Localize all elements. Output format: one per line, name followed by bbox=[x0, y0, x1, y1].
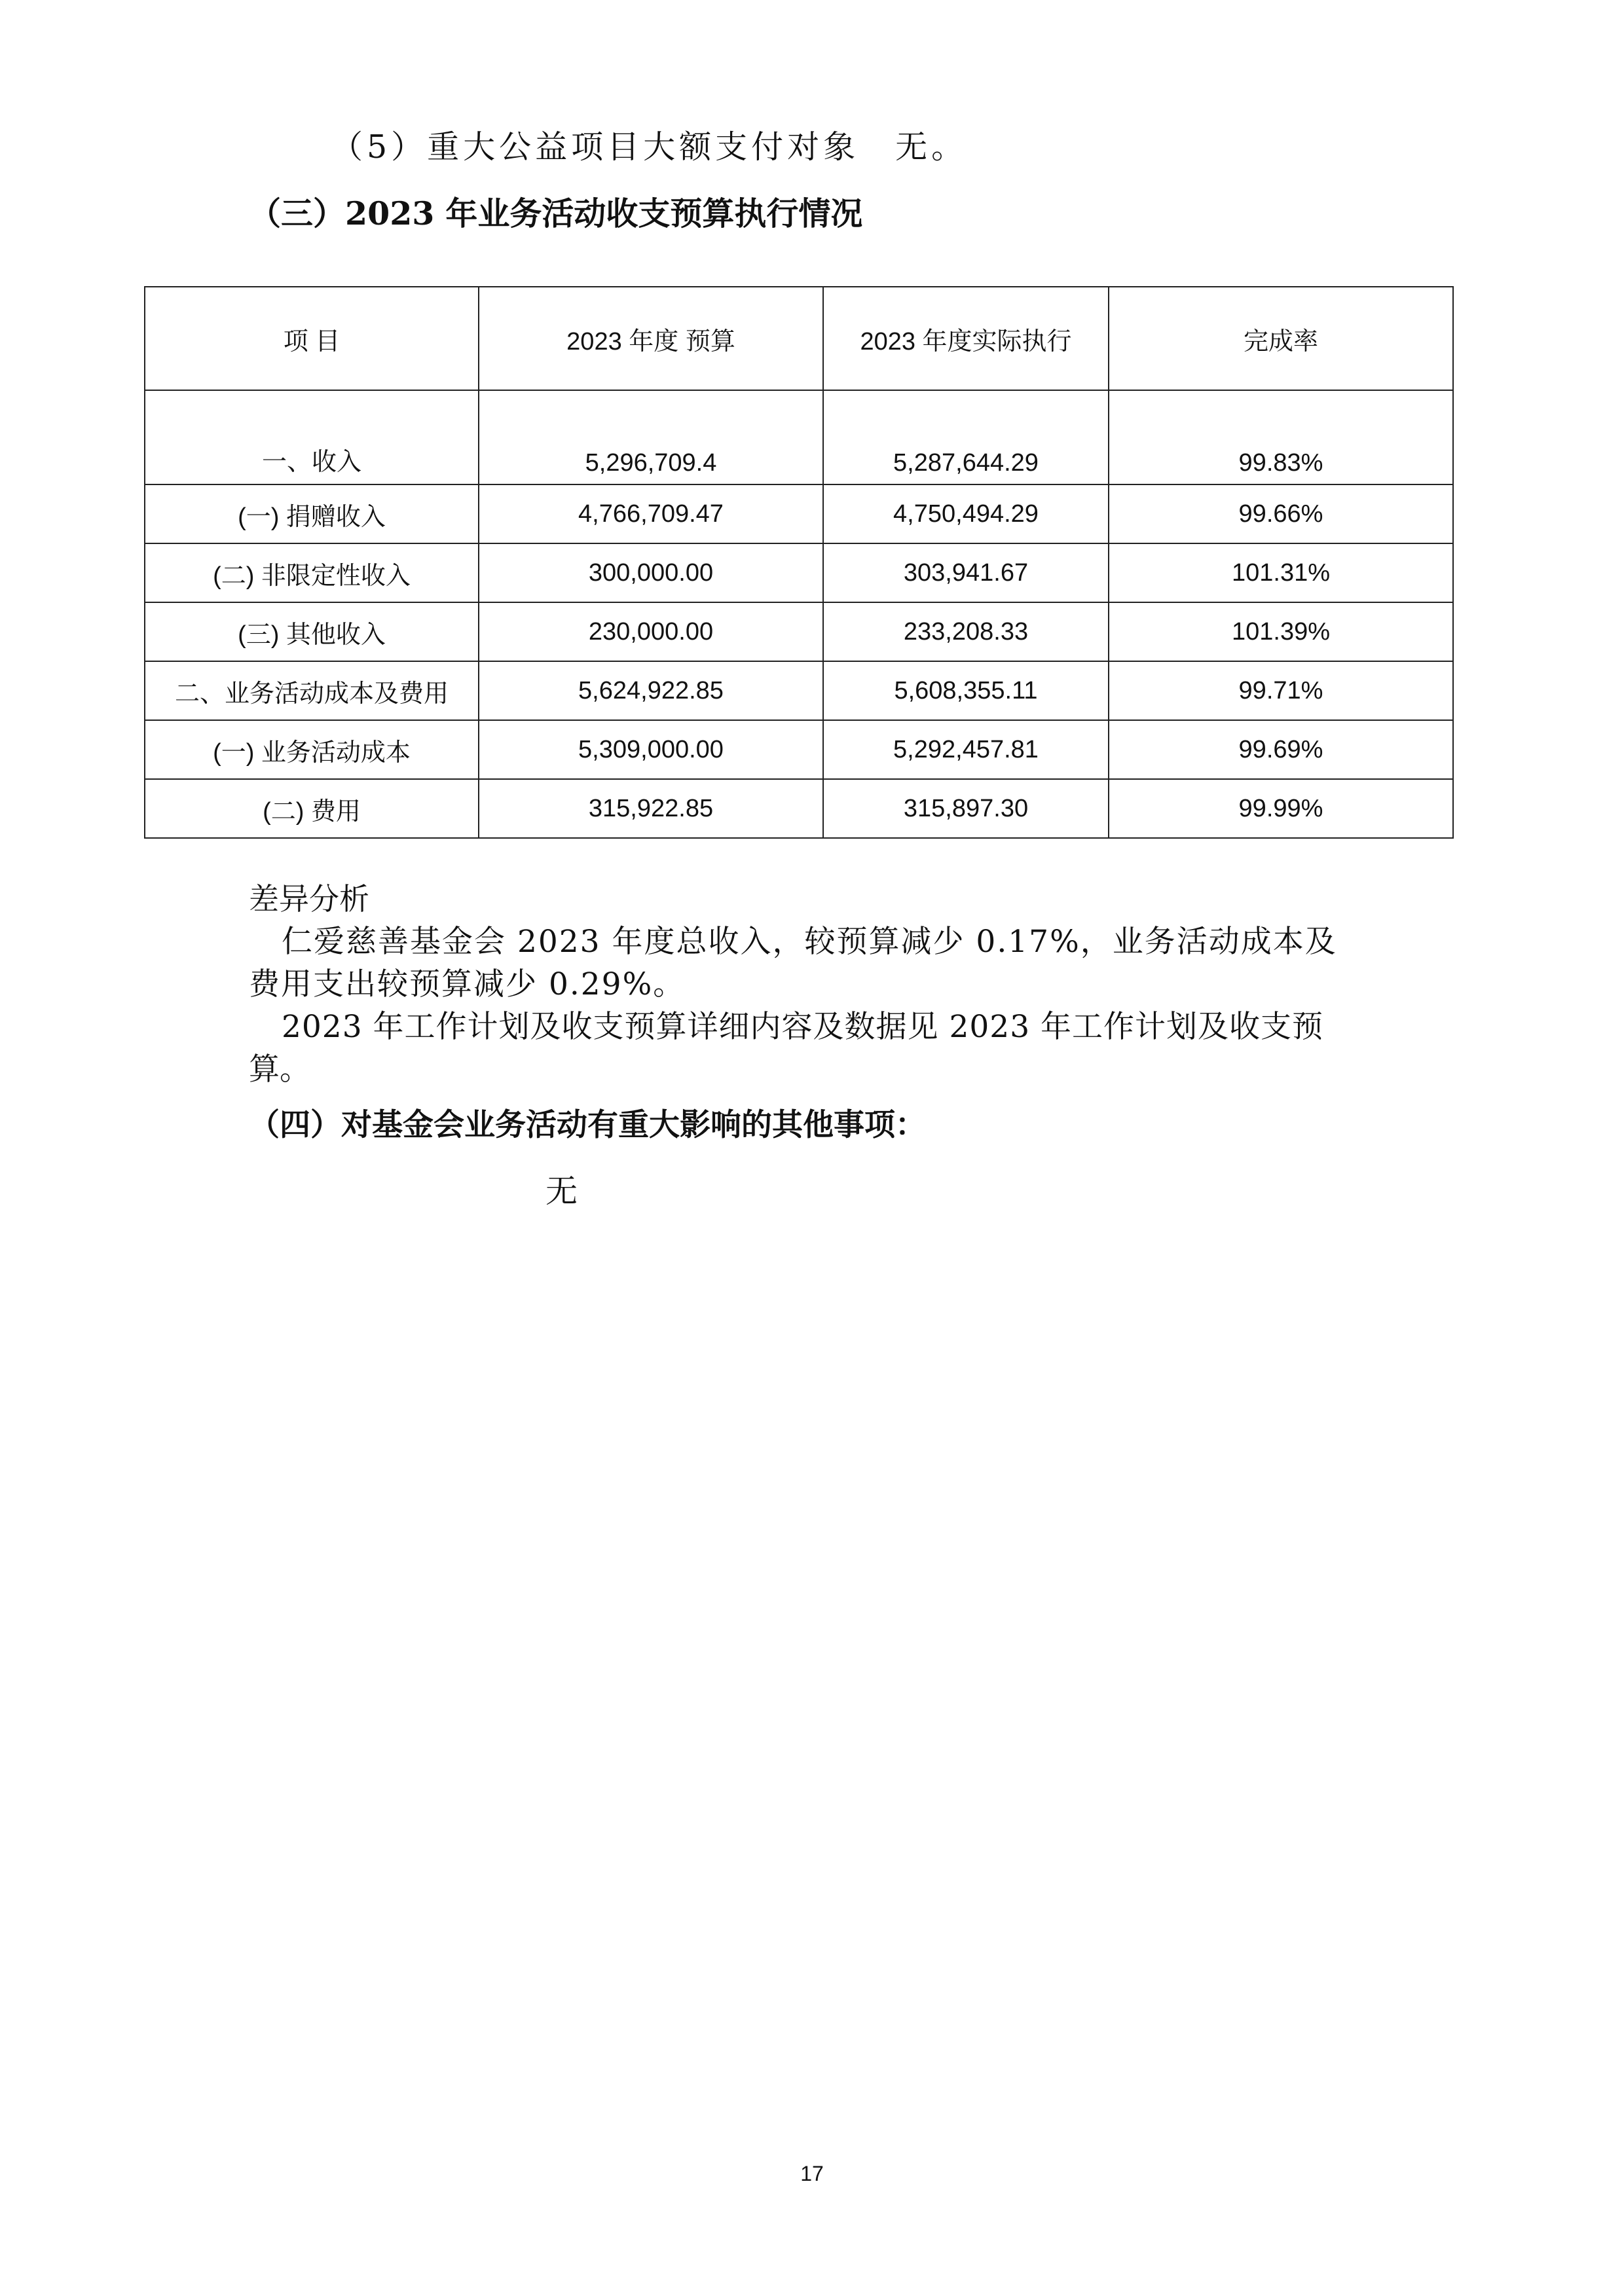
variance-analysis-title: 差异分析 bbox=[249, 881, 369, 917]
row-rate: 101.31% bbox=[1109, 543, 1453, 602]
row-budget: 5,296,709.4 bbox=[479, 390, 823, 484]
table-header-row bbox=[145, 287, 1453, 390]
row-budget: 230,000.00 bbox=[479, 602, 823, 661]
row-item: 二、业务活动成本及费用 bbox=[145, 661, 479, 720]
row-rate: 99.69% bbox=[1109, 720, 1453, 779]
row-item: (一) 捐赠收入 bbox=[145, 484, 479, 543]
row-actual: 5,292,457.81 bbox=[823, 720, 1109, 779]
row-actual: 5,287,644.29 bbox=[823, 390, 1109, 484]
variance-analysis-paragraph-1-line-2: 费用支出较预算减少 0.29%。 bbox=[249, 966, 686, 1002]
row-budget: 300,000.00 bbox=[479, 543, 823, 602]
row-item: 一、收入 bbox=[145, 390, 479, 484]
row-rate: 101.39% bbox=[1109, 602, 1453, 661]
row-item: (二) 非限定性收入 bbox=[145, 543, 479, 602]
table-row bbox=[145, 484, 1453, 543]
section-4-title: （四）对基金会业务活动有重大影响的其他事项： bbox=[249, 1107, 926, 1143]
budget-execution-table bbox=[144, 286, 1454, 839]
row-rate: 99.71% bbox=[1109, 661, 1453, 720]
header-rate: 完成率 bbox=[1109, 287, 1453, 390]
row-actual: 233,208.33 bbox=[823, 602, 1109, 661]
row-actual: 303,941.67 bbox=[823, 543, 1109, 602]
header-actual: 2023 年度实际执行 bbox=[823, 287, 1109, 390]
row-budget: 315,922.85 bbox=[479, 779, 823, 838]
row-budget: 4,766,709.47 bbox=[479, 484, 823, 543]
variance-analysis-paragraph-1-line-1: 仁爱慈善基金会 2023 年度总收入，较预算减少 0.17%，业务活动成本及 bbox=[282, 924, 1337, 960]
row-rate: 99.66% bbox=[1109, 484, 1453, 543]
row-item: (三) 其他收入 bbox=[145, 602, 479, 661]
row-budget: 5,309,000.00 bbox=[479, 720, 823, 779]
row-item: (一) 业务活动成本 bbox=[145, 720, 479, 779]
header-budget: 2023 年度 预算 bbox=[479, 287, 823, 390]
row-actual: 5,608,355.11 bbox=[823, 661, 1109, 720]
variance-analysis-paragraph-2-line-2: 算。 bbox=[249, 1051, 310, 1087]
variance-analysis-paragraph-2-line-1: 2023 年工作计划及收支预算详细内容及数据见 2023 年工作计划及收支预 bbox=[282, 1009, 1324, 1045]
table-row bbox=[145, 779, 1453, 838]
table-row bbox=[145, 390, 1453, 484]
row-item: (二) 费用 bbox=[145, 779, 479, 838]
row-rate: 99.99% bbox=[1109, 779, 1453, 838]
header-item: 项 目 bbox=[145, 287, 479, 390]
item-5-major-payments: （5）重大公益项目大额支付对象 无。 bbox=[331, 128, 968, 166]
row-actual: 4,750,494.29 bbox=[823, 484, 1109, 543]
row-rate: 99.83% bbox=[1109, 390, 1453, 484]
row-budget: 5,624,922.85 bbox=[479, 661, 823, 720]
table-row bbox=[145, 661, 1453, 720]
section-3-title: （三）2023 年业务活动收支预算执行情况 bbox=[249, 194, 863, 232]
section-4-body: 无 bbox=[545, 1173, 578, 1210]
table-row bbox=[145, 543, 1453, 602]
table-row bbox=[145, 602, 1453, 661]
row-actual: 315,897.30 bbox=[823, 779, 1109, 838]
page-number: 17 bbox=[800, 2162, 824, 2185]
table-row bbox=[145, 720, 1453, 779]
